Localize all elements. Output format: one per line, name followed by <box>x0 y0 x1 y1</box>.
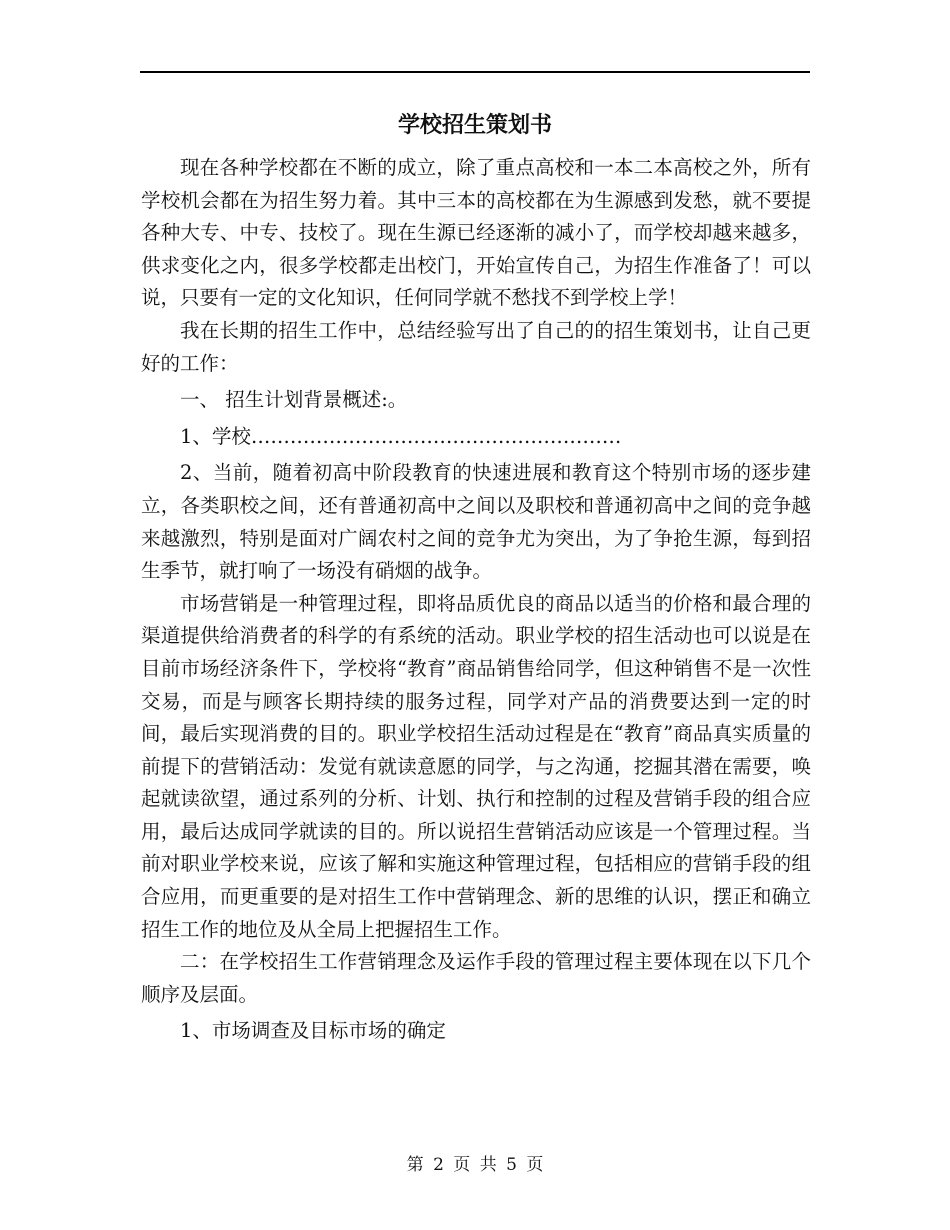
header-rule <box>140 71 810 73</box>
document-title: 学校招生策划书 <box>397 112 552 138</box>
paragraph-item-school: 1、学校………………………………………………… <box>180 424 622 448</box>
paragraph-item-market-research: 1、市场调查及目标市场的确定 <box>180 1019 446 1043</box>
page-number-footer: 第 2 页 共 5 页 <box>406 1155 544 1175</box>
paragraph-item-competition: 2、当前，随着初高中阶段教育的快速进展和教育这个特别市场的逐步建立，各类职校之间，还有普通初高中之间以及职校和普通初高中之间的竞争越来越激烈，特别是面对广阔农村之间的竞争尤为突出，为了争抢生源，每到招生季节，就打响了一场没有硝烟的战争。 <box>141 461 811 583</box>
paragraph-intro: 现在各种学校都在不断的成立，除了重点高校和一本二本高校之外，所有学校机会都在为招生努力着。其中三本的高校都在为生源感到发愁，就不要提各种大专、中专、技校了。现在生源已经逐渐的减小了，而学校却越来越多，供求变化之内，很多学校都走出校门，开始宣传自己，为招生作准备了！可以说，只要有一定的文化知识，任何同学就不愁找不到学校上学！ <box>141 156 811 310</box>
paragraph-marketing: 市场营销是一种管理过程，即将品质优良的商品以适当的价格和最合理的渠道提供给消费者的科学的有系统的活动。职业学校的招生活动也可以说是在目前市场经济条件下，学校将“教育”商品销售给同学，但这种销售不是一次性交易，而是与顾客长期持续的服务过程，同学对产品的消费要达到一定的时间，最后实现消费的目的。职业学校招生活动过程是在“教育”商品真实质量的前提下的营销活动：发觉有就读意愿的同学，与之沟通，挖掘其潜在需要，唤起就读欲望，通过系列的分析、计划、执行和控制的过程及营销手段的组合应用，最后达成同学就读的目的。所以说招生营销活动应该是一个管理过程。当前对职业学校来说，应该了解和实施这种管理过程，包括相应的营销手段的组合应用，而更重要的是对招生工作中营销理念、新的思维的认识，摆正和确立招生工作的地位及从全局上把握招生工作。 <box>141 591 811 941</box>
paragraph-section-one-heading: 一、 招生计划背景概述:。 <box>180 388 408 412</box>
paragraph-section-two-heading: 二：在学校招生工作营销理念及运作手段的管理过程主要体现在以下几个顺序及层面。 <box>141 950 811 1006</box>
document-body <box>141 152 811 1048</box>
paragraph-summary: 我在长期的招生工作中，总结经验写出了自己的的招生策划书，让自己更好的工作： <box>141 318 811 375</box>
